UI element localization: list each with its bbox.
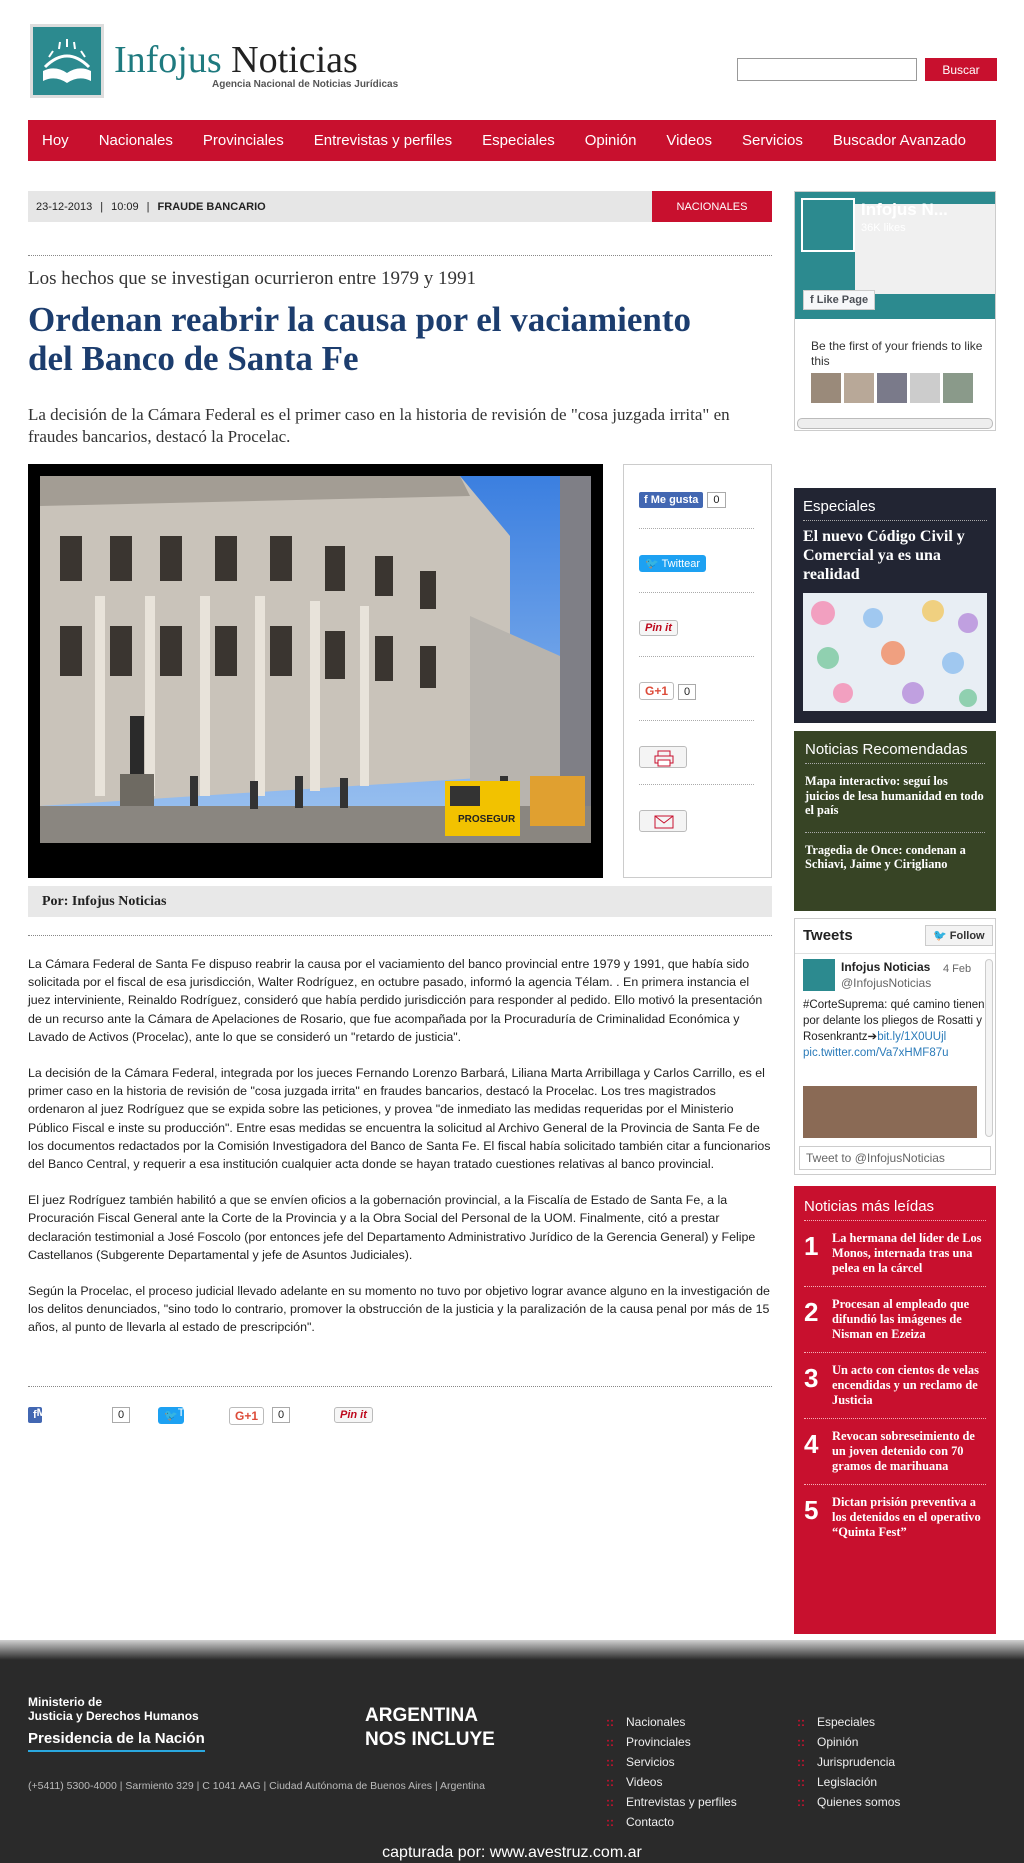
- avatar[interactable]: [803, 959, 835, 991]
- article-title: Ordenan reabrir la causa por el vaciamiento del Banco de Santa Fe: [28, 300, 692, 378]
- facebook-friends-text: Be the first of your friends to like this: [811, 339, 983, 368]
- article-paragraph: La Cámara Federal de Santa Fe dispuso reabrir la causa por el vaciamiento del banco provincial entre 1979 y 1991, que había sido solicitada por el fiscal de esa jurisdicción, Walter Rodríguez, en octubre pasado, informó la agencia Télam. . En primera instancia el juez interviniente, Reinaldo Rodríguez, consideró que había perdido jurisdicción para responder al pedido. Ello motivó la presentación de un recurso ante la Cámara de Apelaciones de Rosario, que fue acompañada por la Procuraduría de Criminalidad Económica y Lavado de Activos (Procelac), ante lo que se consideró un "retardo de justicia".: [28, 957, 763, 1044]
- share-row-gplus: [639, 657, 754, 721]
- footer-gradient: [0, 1640, 1024, 1660]
- facebook-friend-faces: [811, 373, 973, 403]
- ministry-line1: Ministerio de: [28, 1695, 103, 1709]
- twitter-widget: [794, 918, 996, 1175]
- article-paragraph: Según la Procelac, el proceso judicial llevado adelante en su momento no tuvo por objetivo lograr avance alguno en la investigación de los delitos denunciados, "sino todo lo contrario, promover la obstrucción de la justicia y la paralización de la causa penal por más de 15 años, al punto de llevarla al estado de prescripción".: [28, 1284, 770, 1335]
- facebook-like-button[interactable]: f Me gusta: [639, 492, 703, 508]
- divider: [28, 255, 772, 256]
- footer-link-quienes-somos[interactable]: :: Quienes somos: [797, 1792, 900, 1812]
- footer-link-nacionales[interactable]: :: Nacionales: [606, 1712, 737, 1732]
- especiales-heading: Especiales: [803, 498, 987, 521]
- arg-line2: NOS INCLUYE: [365, 1729, 495, 1750]
- google-plus-button[interactable]: G+1: [639, 682, 674, 700]
- list-item-title[interactable]: La hermana del líder de Los Monos, internada tras una pelea en la cárcel: [832, 1231, 982, 1275]
- search-input[interactable]: [737, 58, 917, 81]
- main-nav: [28, 120, 996, 161]
- article-paragraph: El juez Rodríguez también habilitó a que se envíen oficios a la gobernación provincial, a la Fiscalía de Estado de Santa Fe, a la Procuración Fiscal General ante la Corte de la Provincia y a la Obra Social del Personal de la UOM. Finalmente, citó a prestar declaración testimonial a José Foscolo (por entonces jefe del Departamento Administrativo Jurídico de la Gerencia General) y Felipe Castellanos (Subgerente Departamental y jefe de Asuntos Judiciales).: [28, 1193, 756, 1262]
- rank-number: 3: [804, 1363, 819, 1393]
- especiales-box: [794, 488, 996, 723]
- rank-number: 5: [804, 1495, 819, 1525]
- list-item[interactable]: [804, 1419, 986, 1485]
- tweet-to-input[interactable]: Tweet to @InfojusNoticias: [799, 1146, 991, 1170]
- footer-contact: (+5411) 5300-4000 | Sarmiento 329 | C 1041 AAG | Ciudad Autónoma de Buenos Aires | Argentina: [28, 1780, 485, 1792]
- footer-link-opinion[interactable]: :: Opinión: [797, 1732, 900, 1752]
- tweet-author-name[interactable]: Infojus Noticias: [841, 960, 931, 974]
- rank-number: 2: [804, 1297, 819, 1327]
- bottom-tweet-button[interactable]: 🐦 Twittear: [158, 1407, 184, 1424]
- article-lead: La decisión de la Cámara Federal es el primer caso en la historia de revisión de "cosa juzgada irrita" en fraudes bancarios, destacó la Procelac.: [28, 405, 730, 446]
- ministry-line2: Justicia y Derechos Humanos: [28, 1709, 199, 1723]
- tweet-pic-link[interactable]: pic.twitter.com/Va7xHMF87u: [803, 1047, 949, 1059]
- facebook-like-label: Me gusta: [36, 1407, 85, 1419]
- google-plus-count: 0: [678, 684, 696, 700]
- presidency-logo[interactable]: Presidencia de la Nación: [28, 1730, 205, 1752]
- horizontal-scrollbar[interactable]: [797, 418, 993, 429]
- nav-buscador-avanzado[interactable]: Buscador Avanzado: [832, 132, 967, 149]
- argentina-nos-incluye-logo[interactable]: [365, 1704, 495, 1752]
- divider: [28, 935, 772, 936]
- share-row-pinterest: [639, 593, 754, 657]
- facebook-like-label: Me gusta: [650, 494, 699, 506]
- article-paragraph: La decisión de la Cámara Federal, integrada por los jueces Fernando Lorenzo Barbará, Liliana Marta Arribillaga y Carlos Carrillo, es el primer caso en la historia de revisión de "cosa juzgada irrita" en fraudes bancarios, destacó la Procelac. Los tres magistrados ordenaron al juez Rodríguez que se expida sobre las peticiones, y provea "de inmediato las medidas requeridas por el Ministerio Público Fiscal e inste su producción". Entre esas medidas se encuentra la solicitud al Archivo General de la Provincia de Santa Fe de los documentos redactados por la Comisión Investigadora del Banco de Santa Fe. El fiscal había solicitado también citar a funcionarios del Banco Central, y requerir a esa institución cualquier acta donde se hayan tratado cuestiones relativas al banco provincial.: [28, 1066, 771, 1172]
- avatar[interactable]: [877, 373, 907, 403]
- mas-leidas-heading: Noticias más leídas: [804, 1198, 986, 1221]
- logo-subtitle: Agencia Nacional de Noticias Jurídicas: [212, 79, 399, 90]
- site-footer: [0, 1640, 1024, 1863]
- recomendadas-heading: Noticias Recomendadas: [805, 741, 985, 764]
- ministry-logo[interactable]: [28, 1695, 199, 1723]
- list-item[interactable]: [804, 1485, 986, 1550]
- bottom-facebook-like-button[interactable]: f Me gusta: [28, 1407, 42, 1423]
- footer-link-entrevistas[interactable]: :: Entrevistas y perfiles: [606, 1792, 737, 1812]
- search-button[interactable]: Buscar: [925, 58, 997, 81]
- footer-link-contacto[interactable]: :: Contacto: [606, 1812, 737, 1832]
- recomendadas-box: [794, 731, 996, 911]
- divider: [795, 953, 995, 954]
- meta-separator: |: [146, 200, 150, 213]
- site-header: [0, 0, 1024, 120]
- arg-line1: ARGENTINA: [365, 1705, 478, 1726]
- list-item[interactable]: [804, 1353, 986, 1419]
- tweet-date[interactable]: 4 Feb: [943, 963, 972, 975]
- nav-entrevistas[interactable]: Entrevistas y perfiles: [313, 132, 453, 149]
- nav-opinion[interactable]: Opinión: [584, 132, 637, 149]
- footer-link-especiales[interactable]: :: Especiales: [797, 1712, 900, 1732]
- email-button[interactable]: [639, 810, 687, 832]
- nav-servicios[interactable]: Servicios: [742, 132, 803, 149]
- bottom-google-plus-count: 0: [272, 1407, 290, 1423]
- share-row-email: [639, 785, 754, 849]
- especiales-title[interactable]: El nuevo Código Civil y Comercial ya es una realidad: [803, 528, 965, 583]
- avatar[interactable]: [811, 373, 841, 403]
- avatar[interactable]: [910, 373, 940, 403]
- footer-link-legislacion[interactable]: :: Legislación: [797, 1772, 900, 1792]
- avatar[interactable]: [943, 373, 973, 403]
- rank-number: 1: [804, 1231, 819, 1261]
- tweet-button[interactable]: 🐦 Twittear: [639, 555, 706, 572]
- tweet-image[interactable]: [803, 1086, 977, 1138]
- print-button[interactable]: [639, 746, 687, 768]
- like-page-label: Like Page: [816, 294, 869, 306]
- facebook-profile-icon: [801, 198, 855, 252]
- footer-link-jurisprudencia[interactable]: :: Jurisprudencia: [797, 1752, 900, 1772]
- list-item-title[interactable]: Dictan prisión preventiva a los detenidos en el operativo “Quinta Fest”: [832, 1495, 981, 1539]
- list-item-title[interactable]: Revocan sobreseimiento de un joven detenido con 70 gramos de marihuana: [832, 1429, 975, 1473]
- list-item[interactable]: Tragedia de Once: condenan a Schiavi, Jaime y Cirigliano: [805, 842, 966, 871]
- pinterest-button[interactable]: Pin it: [639, 620, 678, 636]
- article-time: 10:09: [111, 200, 139, 213]
- list-item-title[interactable]: Procesan al empleado que difundió las imágenes de Nisman en Ezeiza: [832, 1297, 970, 1341]
- share-row-facebook: [639, 465, 754, 529]
- share-row-twitter: [639, 529, 754, 593]
- nav-videos[interactable]: Videos: [666, 132, 713, 149]
- facebook-page-likes: 36K likes: [861, 222, 906, 234]
- list-item[interactable]: Mapa interactivo: seguí los juicios de lesa humanidad en todo el país: [805, 764, 985, 833]
- list-item-title[interactable]: Un acto con cientos de velas encendidas y un reclamo de Justicia: [832, 1363, 979, 1407]
- tweet-text: [803, 997, 985, 1061]
- bottom-share-bar: [28, 1407, 772, 1431]
- category-badge[interactable]: NACIONALES: [652, 191, 772, 222]
- especiales-image[interactable]: [803, 593, 987, 711]
- logo-word-noticias: Noticias: [231, 39, 358, 81]
- capture-credit: capturada por: www.avestruz.com.ar: [382, 1844, 642, 1861]
- envelope-icon: [640, 811, 688, 833]
- nav-nacionales[interactable]: Nacionales: [98, 132, 173, 149]
- share-box: [623, 464, 772, 878]
- logo-word-infojus: Infojus: [114, 39, 222, 81]
- meta-separator: |: [100, 200, 104, 213]
- tweets-heading: Tweets: [803, 927, 853, 944]
- article-tag[interactable]: FRAUDE BANCARIO: [157, 200, 266, 213]
- mas-leidas-box: [794, 1186, 996, 1634]
- nav-especiales[interactable]: Especiales: [482, 132, 555, 149]
- twitter-follow-button[interactable]: 🐦 Follow: [925, 925, 993, 946]
- share-row-print: [639, 721, 754, 785]
- footer-links-col2: [797, 1712, 900, 1812]
- article-author: Por: Infojus Noticias: [28, 886, 772, 917]
- nav-provinciales[interactable]: Provinciales: [202, 132, 284, 149]
- article-photo: [28, 464, 603, 878]
- tweet-label: Twittear: [661, 558, 701, 570]
- article-kicker: Los hechos que se investigan ocurrieron entre 1979 y 1991: [28, 268, 476, 289]
- footer-link-videos[interactable]: :: Videos: [606, 1772, 737, 1792]
- rank-number: 4: [804, 1429, 819, 1459]
- nav-hoy[interactable]: Hoy: [42, 132, 69, 149]
- tweet-body: #CorteSuprema: qué camino tienen por delante los pliegos de Rosatti y Rosenkrantz➔: [803, 999, 985, 1043]
- tweet-author-handle[interactable]: @InfojusNoticias: [841, 976, 932, 990]
- facebook-like-count: 0: [707, 492, 725, 508]
- follow-label: Follow: [949, 930, 985, 942]
- article-body: [28, 955, 772, 1355]
- facebook-like-page-button[interactable]: f Like Page: [803, 290, 875, 310]
- bottom-facebook-like-count: 0: [112, 1407, 130, 1423]
- tweet-link[interactable]: bit.ly/1X0UUjl: [877, 1031, 947, 1043]
- facebook-cover[interactable]: [795, 192, 995, 319]
- tweet-label: Twittear: [177, 1407, 217, 1419]
- printer-icon: [640, 747, 688, 769]
- footer-link-provinciales[interactable]: :: Provinciales: [606, 1732, 737, 1752]
- avatar[interactable]: [844, 373, 874, 403]
- divider: [28, 1386, 772, 1387]
- bottom-google-plus-button[interactable]: G+1: [229, 1407, 264, 1425]
- article-date: 23-12-2013: [36, 200, 93, 213]
- infojus-logo-icon[interactable]: [30, 24, 104, 98]
- facebook-page-widget: [794, 191, 996, 431]
- list-item[interactable]: [804, 1287, 986, 1353]
- logo-wordmark[interactable]: [114, 38, 358, 82]
- footer-links-col1: [606, 1712, 737, 1832]
- bottom-pinterest-button[interactable]: Pin it: [334, 1407, 373, 1423]
- facebook-page-name[interactable]: Infojus N...: [861, 200, 948, 219]
- tweets-scrollbar[interactable]: [985, 959, 993, 1137]
- list-item[interactable]: [804, 1221, 986, 1287]
- footer-link-servicios[interactable]: :: Servicios: [606, 1752, 737, 1772]
- truck-sign: PROSEGUR: [458, 814, 516, 825]
